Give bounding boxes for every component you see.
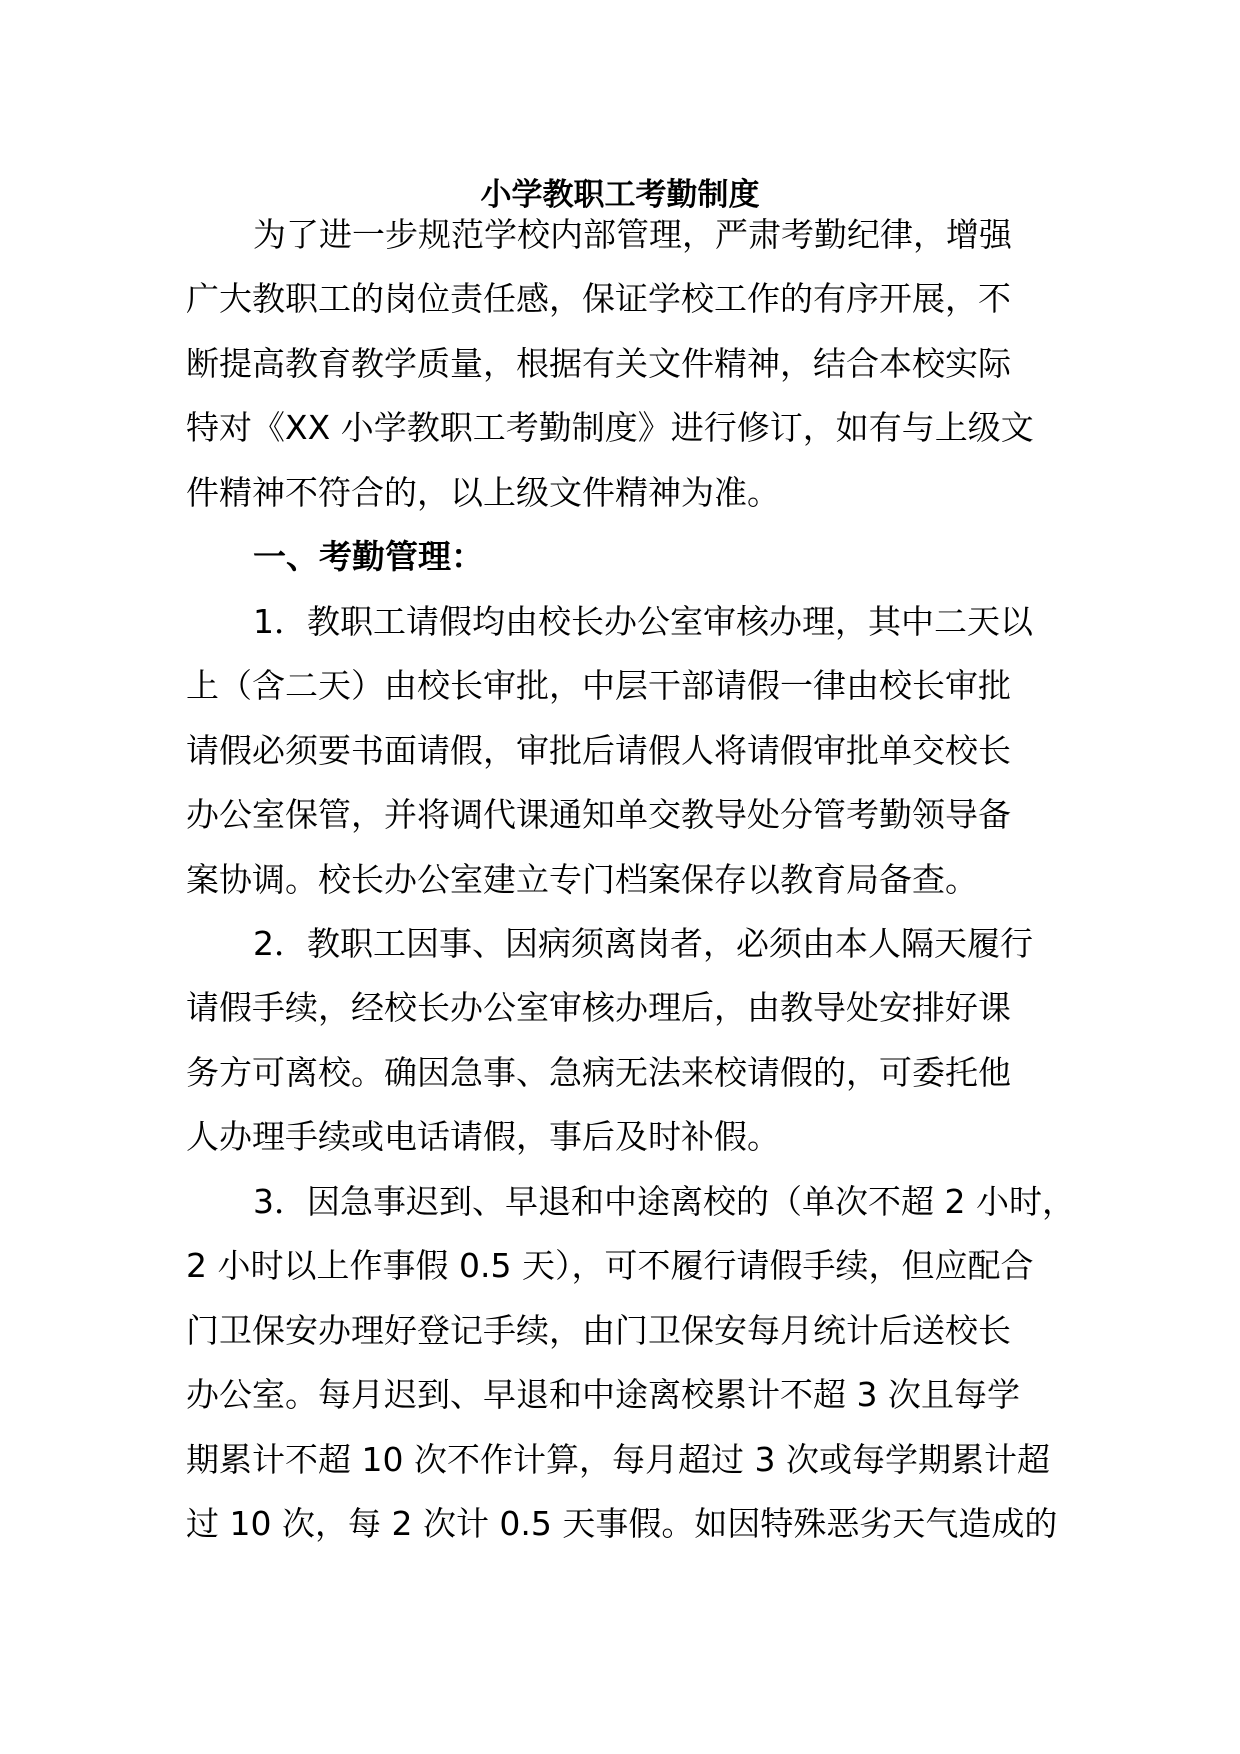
paragraph-line: 特对《XX 小学教职工考勤制度》进行修订，如有与上级文	[186, 408, 1034, 447]
paragraph-line: 务方可离校。确因急事、急病无法来校请假的，可委托他	[186, 1053, 1011, 1092]
section-heading: 一、考勤管理：	[253, 537, 484, 576]
paragraph-line: 请假必须要书面请假，审批后请假人将请假审批单交校长	[186, 731, 1011, 770]
paragraph-line: 2．教职工因事、因病须离岗者，必须由本人隔天履行	[253, 924, 1033, 963]
paragraph-line: 1．教职工请假均由校长办公室审核办理，其中二天以	[253, 602, 1033, 641]
paragraph-line: 广大教职工的岗位责任感，保证学校工作的有序开展，不	[186, 279, 1011, 318]
paragraph-line: 上（含二天）由校长审批，中层干部请假一律由校长审批	[186, 666, 1011, 705]
paragraph-line: 案协调。校长办公室建立专门档案保存以教育局备查。	[186, 860, 978, 899]
paragraph-line: 断提高教育教学质量，根据有关文件精神，结合本校实际	[186, 344, 1011, 383]
paragraph-line: 门卫保安办理好登记手续，由门卫保安每月统计后送校长	[186, 1311, 1011, 1350]
paragraph-line: 过 10 次，每 2 次计 0.5 天事假。如因特殊恶劣天气造成的	[186, 1504, 1058, 1543]
document-title: 小学教职工考勤制度	[480, 177, 760, 213]
paragraph-line: 人办理手续或电话请假，事后及时补假。	[186, 1117, 780, 1156]
paragraph-line: 件精神不符合的，以上级文件精神为准。	[186, 473, 780, 512]
paragraph-line: 期累计不超 10 次不作计算，每月超过 3 次或每学期累计超	[186, 1440, 1050, 1479]
paragraph-line: 办公室。每月迟到、早退和中途离校累计不超 3 次且每学	[186, 1375, 1020, 1414]
paragraph-line: 2 小时以上作事假 0.5 天），可不履行请假手续，但应配合	[186, 1246, 1034, 1285]
paragraph-line: 请假手续，经校长办公室审核办理后，由教导处安排好课	[186, 988, 1011, 1027]
paragraph-line: 办公室保管，并将调代课通知单交教导处分管考勤领导备	[186, 795, 1011, 834]
paragraph-line: 3．因急事迟到、早退和中途离校的（单次不超 2 小时，	[253, 1182, 1075, 1221]
paragraph-line: 为了进一步规范学校内部管理，严肃考勤纪律，增强	[253, 215, 1012, 254]
